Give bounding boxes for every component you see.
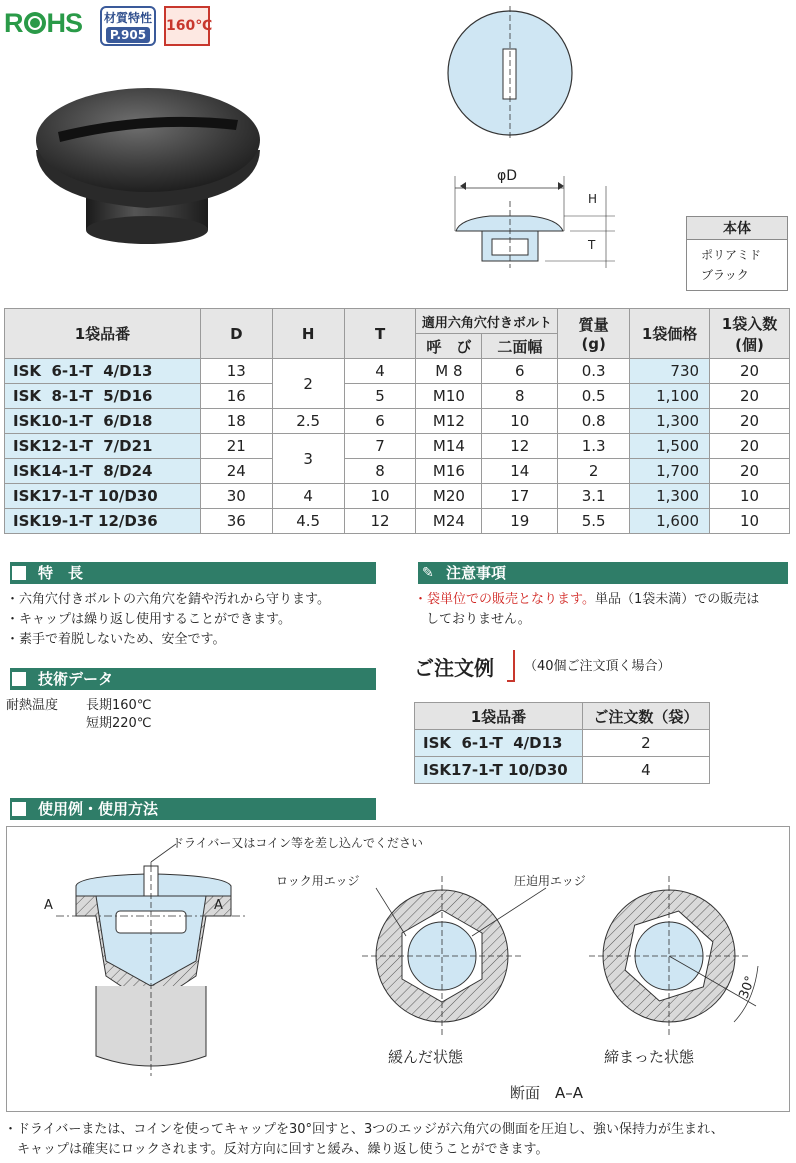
loose-state-label: 緩んだ状態 bbox=[388, 1048, 464, 1066]
table-row: ISK17-1-T 10/D30 4 bbox=[415, 757, 710, 784]
caution-header: ✎ 注意事項 bbox=[414, 562, 788, 584]
col-nominal: 呼 び bbox=[416, 334, 482, 359]
spec-table bbox=[4, 308, 790, 534]
footer-line-2: キャップは確実にロックされます。反対方向に回すと緩み、繰り返し使うことができます。 bbox=[4, 1142, 549, 1157]
lock-edge-label: ロック用エッジ bbox=[276, 874, 360, 888]
product-photo bbox=[28, 60, 278, 260]
order-title-mark bbox=[507, 650, 515, 682]
order-table bbox=[414, 702, 710, 784]
globe-icon bbox=[24, 12, 46, 34]
col-qty: 1袋入数 (個) bbox=[710, 309, 790, 359]
col-t: T bbox=[344, 309, 416, 359]
features-header: 特 長 bbox=[6, 562, 376, 584]
usage-diagram bbox=[6, 826, 790, 1112]
material-content bbox=[687, 240, 788, 291]
order-col-part: 1袋品番 bbox=[415, 703, 583, 730]
tech-header: 技術データ bbox=[6, 668, 376, 690]
tech-long: 長期160℃ bbox=[86, 698, 152, 713]
caution-text bbox=[414, 590, 794, 630]
material-badge-label: 材質特性 bbox=[103, 11, 152, 25]
caution-rest-2: しておりません。 bbox=[426, 612, 531, 627]
driver-label: ドライバー又はコイン等を差し込んでください bbox=[172, 836, 424, 850]
col-mass: 質量 (g) bbox=[558, 309, 630, 359]
tech-label: 耐熱温度 bbox=[6, 698, 59, 713]
material-color: ブラック bbox=[701, 268, 749, 282]
list-item: ・六角穴付きボルトの六角穴を錆や汚れから守ります。 bbox=[6, 592, 330, 607]
caution-red-text: ・袋単位での販売となります。 bbox=[414, 592, 595, 607]
press-edge-label: 圧迫用エッジ bbox=[514, 874, 586, 888]
tight-state-label: 締まった状態 bbox=[604, 1048, 695, 1066]
col-part: 1袋品番 bbox=[5, 309, 201, 359]
table-row: ISK19-1-T 12/D36 36 4.5 12 M24 19 5.5 1,600 10 bbox=[5, 509, 790, 534]
table-row: ISK14-1-T 8/D24 24 8 M16 14 2 1,700 20 bbox=[5, 459, 790, 484]
order-title: ご注文例 bbox=[414, 656, 494, 680]
material-badge bbox=[100, 6, 156, 46]
col-h: H bbox=[272, 309, 344, 359]
material-badge-page: P.905 bbox=[106, 27, 150, 43]
table-row: ISK 8-1-T 5/D16 16 5 M10 8 0.5 1,100 20 bbox=[5, 384, 790, 409]
order-note: （40個ご注文頂く場合） bbox=[524, 659, 671, 674]
list-item: ・キャップは繰り返し使用することができます。 bbox=[6, 612, 291, 627]
cap-diagram bbox=[430, 6, 670, 276]
footer-text bbox=[4, 1120, 794, 1160]
rohs-logo: R HS bbox=[4, 8, 83, 38]
col-bolt: 適用六角穴付きボルト bbox=[416, 309, 558, 334]
section-label: 断面 A–A bbox=[510, 1084, 584, 1102]
caution-rest: 単品（1袋未満）での販売は bbox=[594, 592, 760, 607]
order-col-qty: ご注文数（袋） bbox=[582, 703, 709, 730]
h-label: H bbox=[588, 192, 598, 206]
table-row: ISK12-1-T 7/D21 21 3 7 M14 12 1.3 1,500 20 bbox=[5, 434, 790, 459]
material-name: ポリアミド bbox=[701, 248, 762, 262]
col-width: 二面幅 bbox=[482, 334, 558, 359]
list-item: ・素手で着脱しないため、安全です。 bbox=[6, 632, 226, 647]
tech-short: 短期220℃ bbox=[86, 716, 152, 731]
features-list bbox=[6, 590, 386, 650]
material-table bbox=[686, 216, 788, 291]
material-header: 本体 bbox=[687, 217, 788, 240]
col-price: 1袋価格 bbox=[630, 309, 710, 359]
section-a-left: A bbox=[44, 898, 53, 913]
angle-label: 30° bbox=[736, 974, 759, 1001]
table-row: ISK 6-1-T 4/D13 2 bbox=[415, 730, 710, 757]
phi-d-label: φD bbox=[497, 168, 518, 184]
col-d: D bbox=[200, 309, 272, 359]
section-a-right: A bbox=[214, 898, 223, 913]
table-row: ISK17-1-T 10/D30 30 4 10 M20 17 3.1 1,300 10 bbox=[5, 484, 790, 509]
t-label: T bbox=[588, 238, 596, 252]
pen-icon: ✎ bbox=[422, 565, 434, 581]
footer-line-1: ・ドライバーまたは、コインを使ってキャップを30°回すと、3つのエッジが六角穴の側面を圧迫し、強い保持力が生まれ、 bbox=[4, 1122, 724, 1137]
table-row: ISK 6-1-T 4/D13 13 2 4 M 8 6 0.3 730 20 bbox=[5, 359, 790, 384]
table-row: ISK10-1-T 6/D18 18 2.5 6 M12 10 0.8 1,300 20 bbox=[5, 409, 790, 434]
temperature-badge: 160℃ bbox=[164, 6, 210, 46]
usage-header: 使用例・使用方法 bbox=[6, 798, 376, 820]
